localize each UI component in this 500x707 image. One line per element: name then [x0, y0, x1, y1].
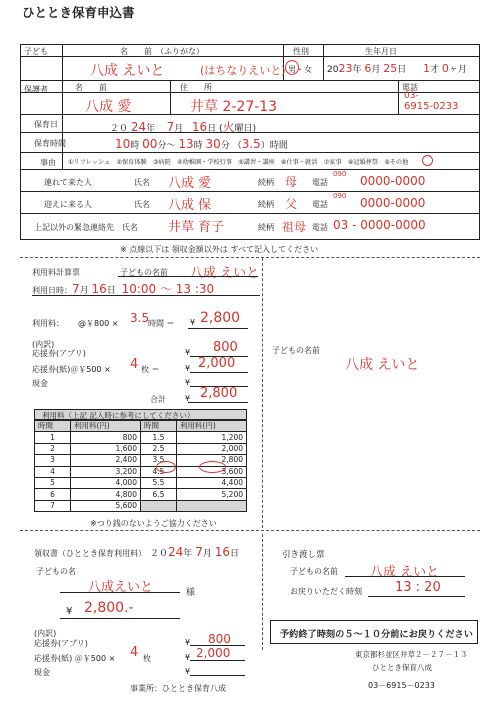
drop-off-relation-value: 母 — [285, 175, 298, 189]
child-section-label: 子ども — [24, 47, 48, 56]
fee-datetime-value: 7月 16日 10:00 ～ 13 :30 — [72, 282, 215, 296]
care-time-value: 10時 00分～ 13時 30分 （3.5）時間 — [115, 137, 288, 151]
age-value: 1才 0ヶ月 — [423, 62, 467, 75]
guardian-section-label: 保護者 — [24, 85, 48, 94]
fee-table-header: 利用料(円) — [176, 421, 246, 432]
guardian-address-value: 井草 2-27-13 — [190, 99, 278, 115]
cut-line — [20, 257, 480, 258]
footer-address: 東京都杉並区井草２－２７－１３ — [355, 650, 468, 659]
fee-table-selected-fee-circle — [199, 461, 226, 473]
fee-table-row: 4 3,200 4.5 3,600 — [35, 466, 247, 477]
fill-in-note: ※ 点線以下は 領収金額以外は すべて記入してください — [120, 245, 319, 254]
guardian-phone-line2: 6915-0233 — [404, 101, 459, 112]
footer-phone: 03－6915－0233 — [368, 681, 435, 690]
receipt-office: 事業所：ひととき保育八成 — [130, 684, 226, 693]
fee-ticket-title: 利用料計算票 — [32, 268, 80, 277]
emergency-name-value: 井草 育子 — [168, 220, 225, 235]
birthdate-value: 2023年 6月 25日 — [327, 62, 407, 75]
fee-table-row: 5 4,000 5.5 4,400 — [35, 477, 247, 488]
pickup-child-name-value: 八成 えいと — [370, 565, 440, 580]
guardian-name-header: 名 前 — [75, 83, 107, 92]
footer-org: ひととき保育八成 — [372, 663, 432, 672]
emergency-label: 上記以外の緊急連絡先 氏名 — [34, 223, 138, 232]
receipt-paper-coupon-value: 2,000 — [196, 646, 231, 660]
fee-table-row: 3 2,400 3.5 2,800 — [35, 455, 247, 466]
sex-header: 性別 — [293, 47, 309, 56]
receipt-child-name-value: 八成えいと — [88, 580, 154, 595]
sex-male: 男 — [288, 65, 296, 74]
fee-table-header: 利用料(円) — [70, 421, 140, 432]
receipt-app-coupon-value: 800 — [208, 632, 231, 646]
name-slip-label: 子どもの名前 — [272, 346, 320, 355]
fee-table-row: 2 1,600 2.5 2,000 — [35, 443, 247, 454]
fee-table-selected-hours-circle — [156, 461, 176, 473]
drop-off-phone-value: 0000-0000 — [360, 174, 426, 188]
receipt-amount-value: 2,800.- — [84, 600, 134, 616]
receipt-date-value: ２０24年 7月 16日 — [150, 545, 240, 559]
reason-options: ①リフレッシュ ②保育体験 ③病院 ④幼稚園・学校行事 ⑤講習・講座 ⑥仕事・就活 ⑦家事 ⑧冠婚葬祭 ⑨その他 — [68, 159, 409, 166]
fee-child-name-value: 八成 えいと — [190, 266, 260, 281]
care-date-label: 保育日 — [34, 120, 58, 129]
fee-hours-value: 3.5 — [130, 311, 150, 325]
pickup-return-time-value: 13 : 20 — [395, 580, 441, 595]
emergency-relation-value: 祖母 — [282, 220, 307, 234]
guardian-phone-line1: 03- — [404, 91, 419, 101]
sex-options: 男・女 — [288, 65, 312, 74]
fee-total-value: 2,800 — [200, 310, 241, 326]
care-time-label: 保育時間 — [34, 139, 66, 148]
reason-selected-circle — [422, 155, 433, 166]
fee-paper-coupon-count: 4 — [130, 357, 139, 372]
pick-up-label: 迎えに来る人 — [44, 200, 92, 209]
change-note: ※つり銭のないようご協力ください — [90, 519, 217, 528]
guardian-address-header: 住 所 — [180, 83, 212, 92]
fee-table-header: 時間 — [35, 421, 71, 432]
notice-text: 予約終了時刻の５～１０分前にお戻りください — [280, 629, 473, 640]
reason-label: 事由 — [40, 158, 56, 167]
emergency-phone-value: 03 - 0000-0000 — [333, 218, 426, 232]
fee-table-row: 7 5,600 — [35, 500, 247, 511]
sex-male-circle — [285, 60, 299, 75]
sex-female: 女 — [304, 65, 312, 74]
drop-off-name-value: 八成 愛 — [168, 176, 212, 191]
receipt-paper-coupon-count: 4 — [130, 645, 139, 660]
child-name-header: 名 前 （ふりがな） — [120, 47, 204, 56]
drop-off-label: 連れて来た人 — [44, 178, 92, 187]
fee-table-row: 1 800 1.5 1,200 — [35, 432, 247, 443]
name-slip-value: 八成 えいと — [345, 357, 420, 373]
fee-table-caption: 利用料（上記 記入時に参考にしてください） — [42, 411, 195, 420]
child-furigana-value: (はちなりえいと) — [200, 64, 286, 77]
guardian-name-value: 八成 愛 — [85, 99, 132, 115]
form-title: ひととき保育申込書 — [22, 5, 135, 20]
care-date-value: ２０ 24年 7月 16日 (火曜日) — [110, 120, 257, 134]
fee-grand-total-value: 2,800 — [200, 386, 238, 401]
fee-table-row: 6 4,800 6.5 5,200 — [35, 489, 247, 500]
receipt-title: 領収書（ひととき保育利用料） — [34, 549, 146, 558]
pick-up-phone-value: 0000-0000 — [360, 196, 426, 210]
fee-paper-coupon-value: 2,000 — [198, 356, 236, 371]
pick-up-relation-value: 父 — [285, 197, 298, 211]
guardian-phone-header: 電話 — [402, 83, 418, 92]
pickup-ticket-title: 引き渡し票 — [282, 550, 325, 560]
pick-up-name-value: 八成 保 — [168, 198, 212, 213]
child-name-value: 八成 えいと — [90, 63, 165, 79]
fee-app-coupon-value: 800 — [213, 340, 238, 355]
fee-table-header: 時間 — [140, 421, 176, 432]
birthdate-header: 生年月日 — [365, 47, 397, 56]
